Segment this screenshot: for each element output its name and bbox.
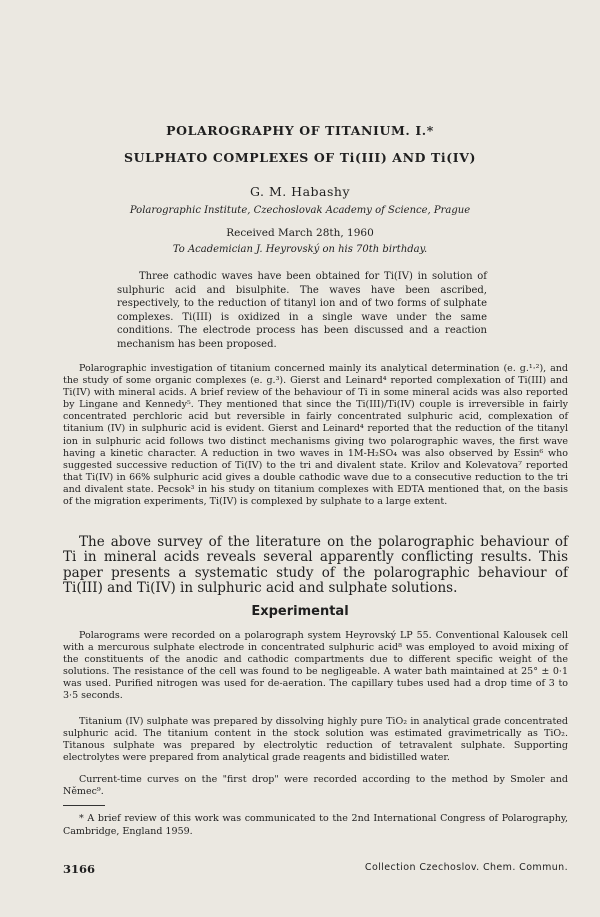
title-line-1: POLAROGRAPHY OF TITANIUM. I.* bbox=[166, 123, 434, 138]
experimental-paragraph-2: Titanium (IV) sulphate was prepared by dissolving highly pure TiO₂ in analytical grade concentrated sulphuric acid. The titanium content in the stock solution was estimated gravimetrically as TiO₂. Titanous sulphate was prepared by electrolytic reduction of tetravalent sulphate. Supporting electrolytes were prepared from analytical grade reagents and bidistilled water. bbox=[63, 716, 568, 764]
title-line-2: SULPHATO COMPLEXES OF Ti(III) AND Ti(IV) bbox=[123, 150, 477, 165]
author: G. M. Habashy bbox=[249, 184, 351, 199]
experimental-paragraph-1: Polarograms were recorded on a polarograph system Heyrovský LP 55. Conventional Kalousek cell with a mercurous sulphate electrode in concentrated sulphuric acid⁸ was employed to avoid mixing of the constituents of the anodic and cathodic compartments due to different specific weight of the solutions. The resistance of the cell was found to be negligeable. A water bath maintained at 25° ± 0·1 was used. Purified nitrogen was used for de-aeration. The capillary tubes used had a drop time of 3 to 3·5 seconds. bbox=[63, 630, 568, 702]
abstract: Three cathodic waves have been obtained for Ti(IV) in solution of sulphuric acid and bisulphite. The waves have been ascribed, respectively, to the reduction of titanyl ion and of two forms of sulphate complexes. Ti(III) is oxidized in a single wave under the same conditions. The electrode process has been discussed and a reaction mechanism has been proposed. bbox=[117, 271, 487, 350]
experimental-paragraph-3: Current-time curves on the "first drop" were recorded according to the method by Smoler and Němec⁹. bbox=[63, 774, 568, 798]
page-number: 3166 bbox=[63, 862, 96, 876]
footnote: * A brief review of this work was communicated to the 2nd International Congress of Polarography, Cambridge, England 1959. bbox=[63, 813, 568, 837]
received-date: Received March 28th, 1960 bbox=[226, 227, 374, 239]
intro-paragraph: Polarographic investigation of titanium concerned mainly its analytical determination (e. g.¹·²), and the study of some organic complexes (e. g.³). Gierst and Leinard⁴ reported complexation of Ti(III) and Ti(IV) with mineral acids. A brief review of the behaviour of Ti in some mineral acids was also reported by Lingane and Kennedy⁵. They mentioned that since the Ti(III)/Ti(IV) couple is irreversible in fairly concentrated perchloric acid but reversible in fairly concentrated sulphuric acid, complexation of titanium (IV) in sulphuric acid is evident. Gierst and Leinard⁴ reported that the reduction of the titanyl ion in sulphuric acid follows two distinct mechanisms giving two polarographic waves, the first wave having a kinetic character. A reduction in two waves in 1M-H₂SO₄ was also observed by Essin⁶ who suggested successive reduction of Ti(IV) to the tri and divalent state. Krilov and Kolevatova⁷ reported that Ti(IV) in 66% sulphuric acid gives a double cathodic wave due to a consecutive reduction to the tri and divalent state. Pecsok³ in his study on titanium complexes with EDTA mentioned that, on the basis of the migration experiments, Ti(IV) is complexed by sulphate to a large extent. bbox=[63, 363, 568, 508]
footnote-rule bbox=[63, 805, 105, 806]
affiliation: Polarographic Institute, Czechoslovak Academy of Science, Prague bbox=[129, 205, 471, 216]
journal-name: Collection Czechoslov. Chem. Commun. bbox=[364, 862, 568, 873]
dedication: To Academician J. Heyrovský on his 70th birthday. bbox=[172, 244, 428, 255]
survey-paragraph: The above survey of the literature on the polarographic behaviour of Ti in mineral acids reveals several apparently conflicting results. This paper presents a systematic study of the polarographic behaviour of Ti(III) and Ti(IV) in sulphuric acid and sulphate solutions. bbox=[63, 534, 568, 596]
section-heading-experimental: Experimental bbox=[251, 604, 349, 619]
